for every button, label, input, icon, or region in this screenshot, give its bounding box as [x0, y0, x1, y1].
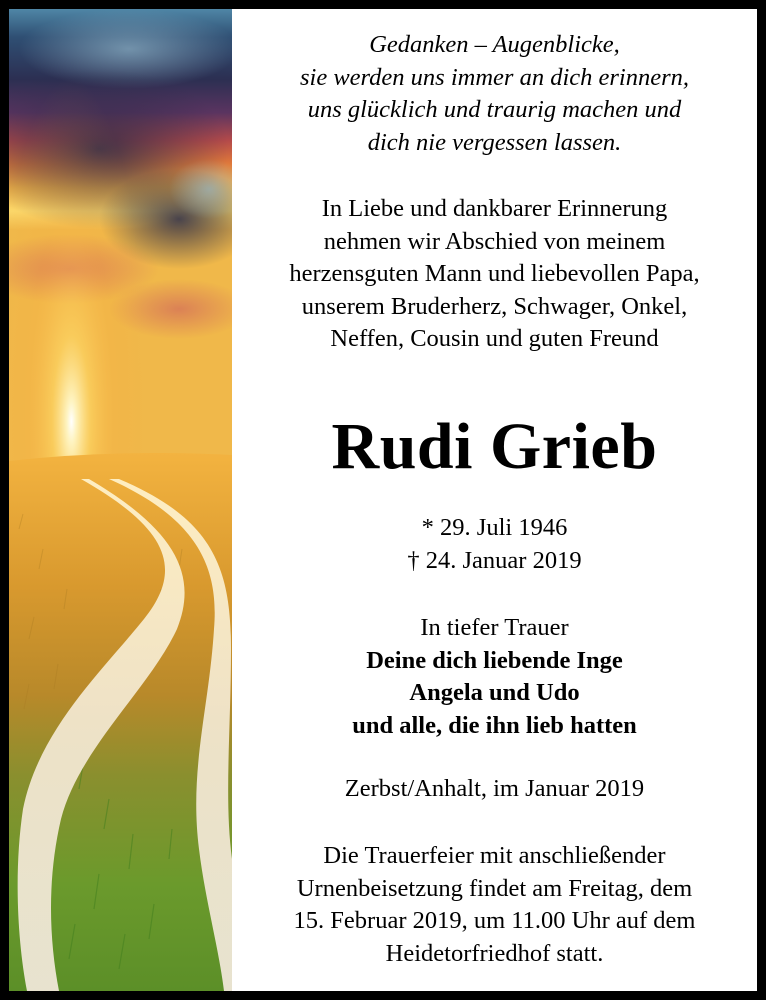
intro-line: herzensguten Mann und liebevollen Papa,: [289, 260, 700, 287]
mourner-name: Angela und Udo: [409, 679, 580, 706]
memorial-poem: [232, 29, 757, 159]
mourner-name: und alle, die ihn lieb hatten: [352, 711, 637, 739]
sunset-path-image: [9, 9, 232, 991]
ceremony-line: Die Trauerfeier mit anschließender: [323, 842, 666, 869]
poem-line: sie werden uns immer an dich erinnern,: [300, 63, 689, 91]
ceremony-line: Urnenbeisetzung findet am Freitag, dem: [296, 874, 693, 902]
life-dates: [232, 511, 757, 577]
mourner-name: Deine dich liebende Inge: [366, 646, 623, 674]
obituary-text: [232, 9, 757, 991]
funeral-ceremony-notice: [232, 840, 757, 970]
ceremony-line: 15. Februar 2019, um 11.00 Uhr auf dem: [293, 907, 696, 934]
intro-line: unserem Bruderherz, Schwager, Onkel,: [301, 292, 688, 320]
mourning-heading: In tiefer Trauer: [420, 614, 569, 641]
poem-line: dich nie vergessen lassen.: [367, 128, 622, 156]
poem-line: uns glücklich und traurig machen und: [307, 96, 682, 123]
poem-line: Gedanken – Augenblicke,: [369, 31, 620, 58]
obituary-card: [9, 9, 757, 991]
farewell-intro: [232, 193, 757, 356]
birth-date: * 29. Juli 1946: [421, 514, 568, 541]
place-date: Zerbst/Anhalt, im Januar 2019: [344, 775, 645, 802]
intro-line: nehmen wir Abschied von meinem: [323, 227, 666, 255]
intro-line: In Liebe und dankbarer Erinnerung: [321, 195, 668, 222]
mourners: [232, 612, 757, 742]
ceremony-line: Heidetorfriedhof statt.: [385, 939, 604, 967]
death-date: † 24. Januar 2019: [407, 547, 582, 574]
deceased-name: Rudi Grieb: [331, 410, 658, 483]
intro-line: Neffen, Cousin und guten Freund: [330, 325, 659, 352]
